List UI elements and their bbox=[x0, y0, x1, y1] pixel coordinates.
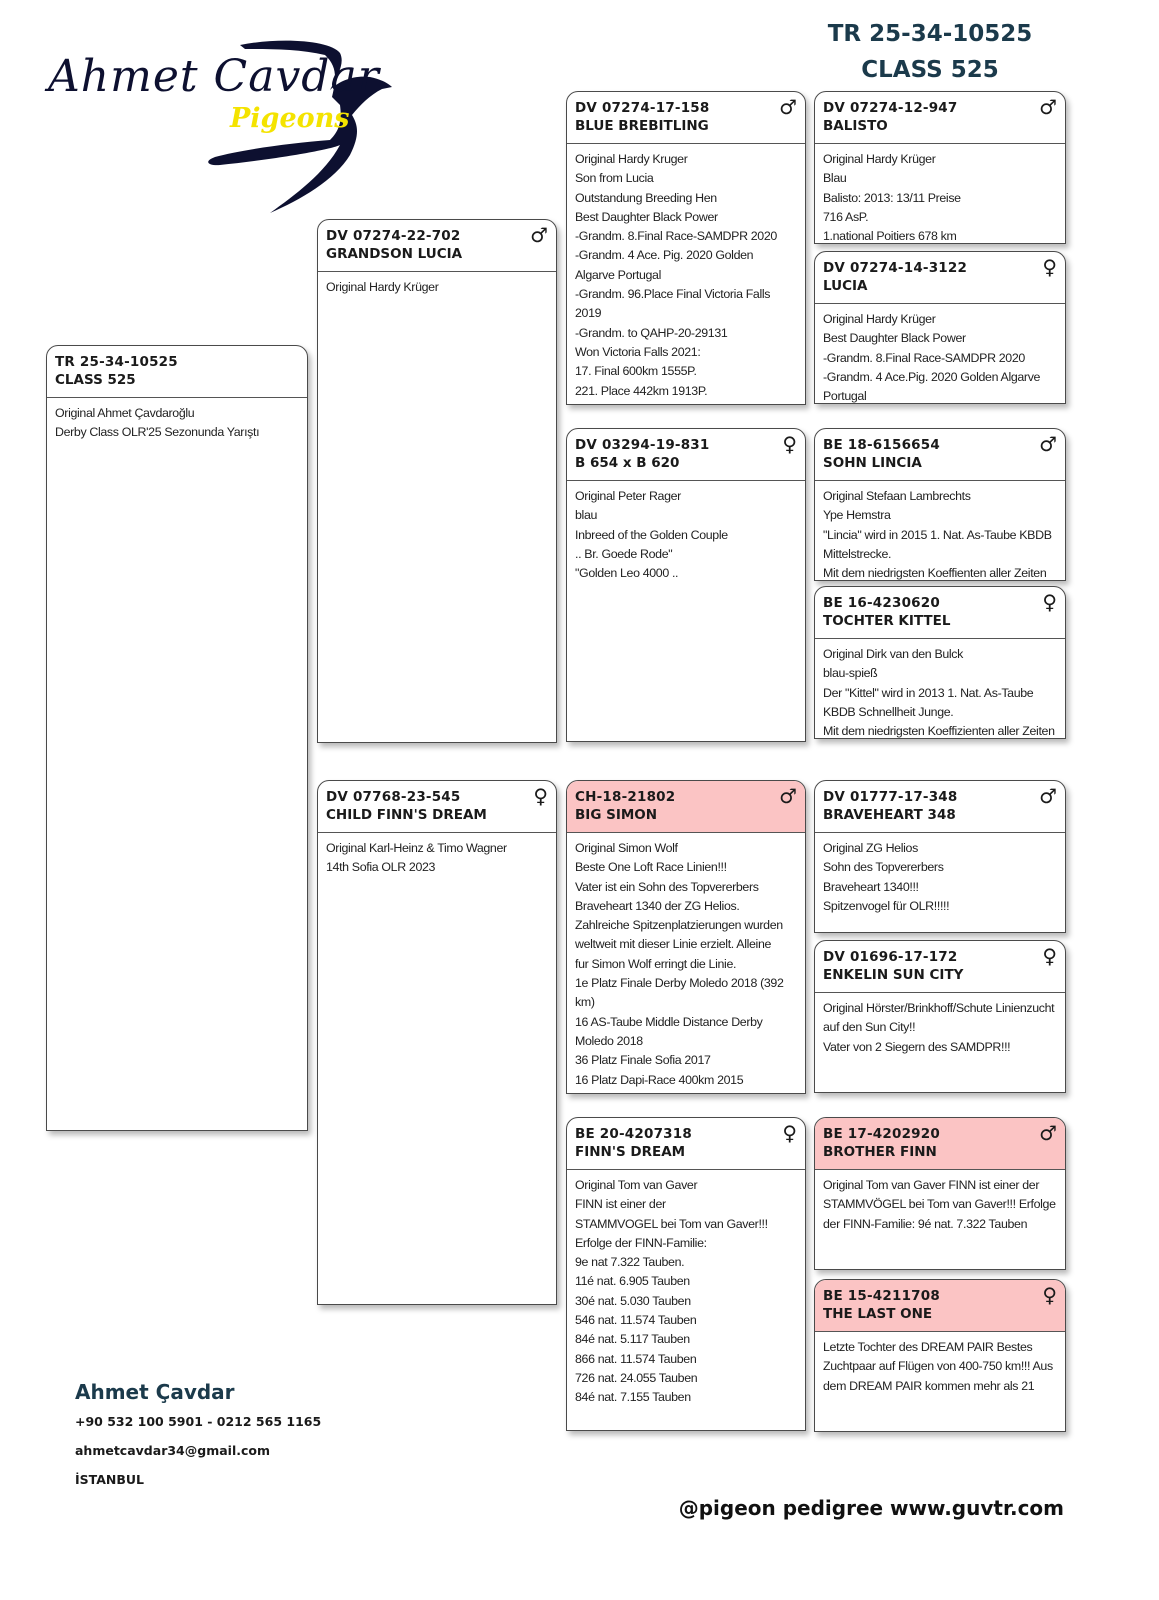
note-line: Original Karl-Heinz & Timo Wagner bbox=[326, 841, 507, 855]
note-line: Blau bbox=[823, 171, 847, 186]
card-header bbox=[47, 346, 307, 398]
pigeon-name: BLUE BREBITLING bbox=[575, 118, 709, 134]
note-line: Original Ahmet Çavdaroğlu bbox=[55, 406, 195, 420]
note-line: Der "Kittel" wird in 2013 1. Nat. As-Taube bbox=[823, 685, 1034, 700]
note-line: Portugal bbox=[823, 389, 867, 404]
note-line: 2019 bbox=[575, 306, 602, 321]
pigeon-name: BALISTO bbox=[823, 118, 888, 134]
male-icon: ♂ bbox=[1039, 95, 1057, 119]
title-name: CLASS 525 bbox=[861, 57, 999, 83]
note-line: FINN ist einer der bbox=[575, 1197, 666, 1212]
pigeon-name: BROTHER FINN bbox=[823, 1144, 937, 1160]
card-notes bbox=[815, 833, 1065, 916]
ring-number: DV 07274-12-947 bbox=[823, 100, 958, 116]
ring-number: DV 07274-17-158 bbox=[575, 100, 710, 116]
male-icon: ♂ bbox=[779, 784, 797, 808]
note-line: Erfolge der FINN-Familie: bbox=[575, 1235, 707, 1250]
note-line: Original Dirk van den Bulck bbox=[823, 647, 963, 661]
note-line: 84é nat. 7.155 Tauben bbox=[575, 1390, 691, 1405]
note-line: 866 nat. 11.574 Tauben bbox=[575, 1351, 697, 1366]
note-line: Vater von 2 Siegern des SAMDPR!!! bbox=[823, 1039, 1011, 1054]
contact-email[interactable]: ahmetcavdar34@gmail.com bbox=[75, 1443, 270, 1458]
card-father[interactable] bbox=[317, 219, 557, 743]
pigeon-name: BIG SIMON bbox=[575, 807, 658, 823]
ring-number: DV 07274-14-3122 bbox=[823, 260, 968, 276]
card-header bbox=[815, 1118, 1065, 1170]
ring-number: DV 03294-19-831 bbox=[575, 437, 710, 453]
female-icon: ♀ bbox=[782, 432, 797, 456]
ring-number: CH-18-21802 bbox=[575, 789, 676, 805]
card-header bbox=[567, 1118, 805, 1170]
card-mf-sire[interactable] bbox=[814, 780, 1066, 933]
note-line: "Lincia" wird in 2015 1. Nat. As-Taube KBDB bbox=[823, 527, 1052, 542]
note-line: km) bbox=[575, 995, 595, 1010]
pigeon-name: GRANDSON LUCIA bbox=[326, 246, 463, 262]
pigeon-name: LUCIA bbox=[823, 278, 868, 294]
note-line: Zahlreiche Spitzenplatzierungen wurden bbox=[575, 918, 783, 933]
note-line: Beste One Loft Race Linien!!! bbox=[575, 860, 727, 875]
note-line: 16 Platz Dapi-Race 400km 2015 bbox=[575, 1072, 744, 1087]
card-header bbox=[567, 429, 805, 481]
note-line: Moledo 2018 bbox=[575, 1033, 643, 1048]
note-line: der FINN-Familie: 9é nat. 7.322 Tauben bbox=[823, 1216, 1028, 1231]
note-line: 30é nat. 5.030 Tauben bbox=[575, 1293, 691, 1308]
card-notes bbox=[567, 833, 805, 1090]
card-mother-dam[interactable] bbox=[566, 1117, 806, 1431]
card-mf-dam[interactable] bbox=[814, 940, 1066, 1093]
pigeon-name: CLASS 525 bbox=[55, 372, 136, 388]
note-line: Mit dem niedrigsten Koeffienten aller Zeiten bbox=[823, 566, 1047, 581]
note-line: Original Hardy Krüger bbox=[823, 312, 936, 326]
note-line: Original Hardy Krüger bbox=[326, 280, 439, 294]
card-father-dam[interactable] bbox=[566, 428, 806, 742]
note-line: 1.national Poitiers 678 km bbox=[823, 229, 957, 244]
card-notes bbox=[815, 639, 1065, 739]
note-line: 9e nat 7.322 Tauben. bbox=[575, 1255, 685, 1270]
ring-number: TR 25-34-10525 bbox=[55, 354, 178, 370]
note-line: Zuchtpaar auf Flügen von 400-750 km!!! Aus bbox=[823, 1359, 1053, 1374]
pigeon-name: B 654 x B 620 bbox=[575, 455, 680, 471]
male-icon: ♂ bbox=[779, 95, 797, 119]
note-line: KBDB Schnellheit Junge. bbox=[823, 704, 954, 719]
note-line: Original Peter Rager bbox=[575, 489, 681, 503]
card-notes bbox=[567, 1170, 805, 1408]
note-line: Ype Hemstra bbox=[823, 508, 891, 523]
note-line: Won Victoria Falls 2021: bbox=[575, 344, 701, 359]
pigeon-name: ENKELIN SUN CITY bbox=[823, 967, 964, 983]
note-line: 1e Platz Finale Derby Moledo 2018 (392 bbox=[575, 976, 784, 991]
note-line: 84é nat. 5.117 Tauben bbox=[575, 1332, 690, 1347]
note-line: blau-spieß bbox=[823, 666, 878, 681]
note-line: STAMMVOGEL bei Tom van Gaver!!! bbox=[575, 1216, 768, 1231]
ring-number: DV 01696-17-172 bbox=[823, 949, 958, 965]
note-line: Original Stefaan Lambrechts bbox=[823, 489, 971, 503]
card-header bbox=[815, 587, 1065, 639]
female-icon: ♀ bbox=[782, 1121, 797, 1145]
card-notes bbox=[567, 481, 805, 583]
note-line: Vater ist ein Sohn des Topvererbers bbox=[575, 879, 759, 894]
footer-website[interactable]: @pigeon pedigree www.guvtr.com bbox=[678, 1496, 1064, 1520]
card-header bbox=[567, 781, 805, 833]
note-line: Original Hardy Krüger bbox=[823, 152, 936, 166]
card-fm-sire[interactable] bbox=[814, 428, 1066, 581]
card-notes bbox=[815, 481, 1065, 581]
card-notes bbox=[318, 272, 556, 297]
note-line: Original Hörster/Brinkhoff/Schute Linienzucht bbox=[823, 1001, 1055, 1015]
card-mother[interactable] bbox=[317, 780, 557, 1305]
card-notes bbox=[815, 993, 1065, 1057]
card-header bbox=[815, 941, 1065, 993]
card-ff-dam[interactable] bbox=[814, 251, 1066, 404]
logo bbox=[40, 35, 410, 220]
card-mm-sire[interactable] bbox=[814, 1117, 1066, 1270]
note-line: -Grandm. 4 Ace.Pig. 2020 Golden Algarve bbox=[823, 369, 1041, 384]
card-header bbox=[318, 220, 556, 272]
male-icon: ♂ bbox=[1039, 1121, 1057, 1145]
card-father-sire[interactable] bbox=[566, 91, 806, 405]
ring-number: BE 15-4211708 bbox=[823, 1288, 940, 1304]
card-header bbox=[815, 92, 1065, 144]
note-line: weltweit mit dieser Linie erzielt. Alleine bbox=[575, 937, 772, 952]
pigeon-name: TOCHTER KITTEL bbox=[823, 613, 951, 629]
ring-number: BE 20-4207318 bbox=[575, 1126, 692, 1142]
female-icon: ♀ bbox=[1042, 590, 1057, 614]
card-header bbox=[815, 781, 1065, 833]
note-line: Best Daughter Black Power bbox=[575, 209, 718, 224]
note-line: Balisto: 2013: 13/11 Preise bbox=[823, 190, 961, 205]
note-line: fur Simon Wolf erringt die Linie. bbox=[575, 956, 737, 971]
note-line: 546 nat. 11.574 Tauben bbox=[575, 1313, 697, 1328]
note-line: 14th Sofia OLR 2023 bbox=[326, 860, 436, 875]
card-subject[interactable] bbox=[46, 345, 308, 1131]
note-line: Spitzenvogel für OLR!!!!! bbox=[823, 898, 950, 913]
note-line: auf den Sun City!! bbox=[823, 1020, 916, 1035]
contact-block bbox=[75, 1380, 321, 1501]
male-icon: ♂ bbox=[1039, 432, 1057, 456]
ring-number: DV 01777-17-348 bbox=[823, 789, 958, 805]
pigeon-name: BRAVEHEART 348 bbox=[823, 807, 956, 823]
card-notes bbox=[815, 304, 1065, 404]
note-line: Derby Class OLR'25 Sezonunda Yarıştı bbox=[55, 425, 260, 440]
card-header bbox=[815, 1280, 1065, 1332]
pigeon-name: SOHN LINCIA bbox=[823, 455, 922, 471]
card-fm-dam[interactable] bbox=[814, 586, 1066, 739]
note-line: dem DREAM PAIR kommen mehr als 21 bbox=[823, 1378, 1035, 1393]
card-header bbox=[318, 781, 556, 833]
note-line: Original Tom van Gaver FINN ist einer der bbox=[823, 1178, 1040, 1192]
logo-subtitle: Pigeons bbox=[230, 103, 350, 134]
card-notes bbox=[567, 144, 805, 401]
female-icon: ♀ bbox=[1042, 255, 1057, 279]
ring-number: BE 17-4202920 bbox=[823, 1126, 940, 1142]
note-line: .. Br. Goede Rode" bbox=[575, 546, 673, 561]
note-line: Braveheart 1340!!! bbox=[823, 879, 919, 894]
note-line: Algarve Portugal bbox=[575, 267, 662, 282]
pigeon-name: CHILD FINN'S DREAM bbox=[326, 807, 487, 823]
ring-number: BE 16-4230620 bbox=[823, 595, 940, 611]
female-icon: ♀ bbox=[533, 784, 548, 808]
pigeon-name: FINN'S DREAM bbox=[575, 1144, 686, 1160]
ring-number: DV 07274-22-702 bbox=[326, 228, 461, 244]
note-line: Original Hardy Kruger bbox=[575, 152, 688, 166]
note-line: Original Tom van Gaver bbox=[575, 1178, 698, 1192]
card-header bbox=[815, 429, 1065, 481]
card-header bbox=[567, 92, 805, 144]
note-line: 11é nat. 6.905 Tauben bbox=[575, 1274, 690, 1289]
note-line: 221. Place 442km 1913P. bbox=[575, 383, 708, 398]
female-icon: ♀ bbox=[1042, 944, 1057, 968]
note-line: -Grandm. to QAHP-20-29131 bbox=[575, 325, 728, 340]
note-line: Mit dem niedrigsten Koeffizienten aller Zeiten bbox=[823, 724, 1055, 739]
contact-phone[interactable]: +90 532 100 5901 - 0212 565 1165 bbox=[75, 1414, 322, 1429]
note-line: 36 Platz Finale Sofia 2017 bbox=[575, 1053, 711, 1068]
card-notes bbox=[815, 144, 1065, 244]
note-line: 726 nat. 24.055 Tauben bbox=[575, 1370, 698, 1385]
note-line: Best Daughter Black Power bbox=[823, 331, 966, 346]
page-title bbox=[820, 16, 1040, 88]
card-notes bbox=[47, 398, 307, 443]
note-line: -Grandm. 96.Place Final Victoria Falls bbox=[575, 287, 771, 302]
note-line: -Grandm. 8.Final Race-SAMDPR 2020 bbox=[575, 229, 777, 244]
card-header bbox=[815, 252, 1065, 304]
note-line: Mittelstrecke. bbox=[823, 546, 892, 561]
note-line: STAMMVÖGEL bei Tom van Gaver!!! Erfolge bbox=[823, 1197, 1056, 1212]
note-line: Braveheart 1340 der ZG Helios. bbox=[575, 898, 740, 913]
note-line: Sohn des Topvererbers bbox=[823, 860, 944, 875]
card-mm-dam[interactable] bbox=[814, 1279, 1066, 1432]
note-line: 16 AS-Taube Middle Distance Derby bbox=[575, 1014, 763, 1029]
card-mother-sire[interactable] bbox=[566, 780, 806, 1094]
contact-name: Ahmet Çavdar bbox=[75, 1380, 235, 1404]
contact-city: İSTANBUL bbox=[75, 1472, 144, 1487]
male-icon: ♂ bbox=[530, 223, 548, 247]
note-line: -Grandm. 4 Ace. Pig. 2020 Golden bbox=[575, 248, 754, 263]
ring-number: BE 18-6156654 bbox=[823, 437, 940, 453]
note-line: blau bbox=[575, 508, 598, 523]
pigeon-name: THE LAST ONE bbox=[823, 1306, 933, 1322]
note-line: 17. Final 600km 1555P. bbox=[575, 364, 697, 379]
card-notes bbox=[815, 1170, 1065, 1234]
note-line: -Grandm. 8.Final Race-SAMDPR 2020 bbox=[823, 350, 1025, 365]
title-ring: TR 25-34-10525 bbox=[827, 21, 1033, 47]
male-icon: ♂ bbox=[1039, 784, 1057, 808]
note-line: 716 AsP. bbox=[823, 209, 869, 224]
card-notes bbox=[815, 1332, 1065, 1396]
note-line: Original ZG Helios bbox=[823, 841, 918, 855]
note-line: Inbreed of the Golden Couple bbox=[575, 527, 728, 542]
note-line: "Golden Leo 4000 .. bbox=[575, 566, 679, 581]
logo-name: Ahmet Cavdar bbox=[48, 51, 380, 102]
ring-number: DV 07768-23-545 bbox=[326, 789, 461, 805]
note-line: Outstandung Breeding Hen bbox=[575, 190, 717, 205]
female-icon: ♀ bbox=[1042, 1283, 1057, 1307]
note-line: Son from Lucia bbox=[575, 171, 654, 186]
card-ff-sire[interactable] bbox=[814, 91, 1066, 244]
note-line: Letzte Tochter des DREAM PAIR Bestes bbox=[823, 1340, 1033, 1354]
card-notes bbox=[318, 833, 556, 878]
note-line: Original Simon Wolf bbox=[575, 841, 678, 855]
